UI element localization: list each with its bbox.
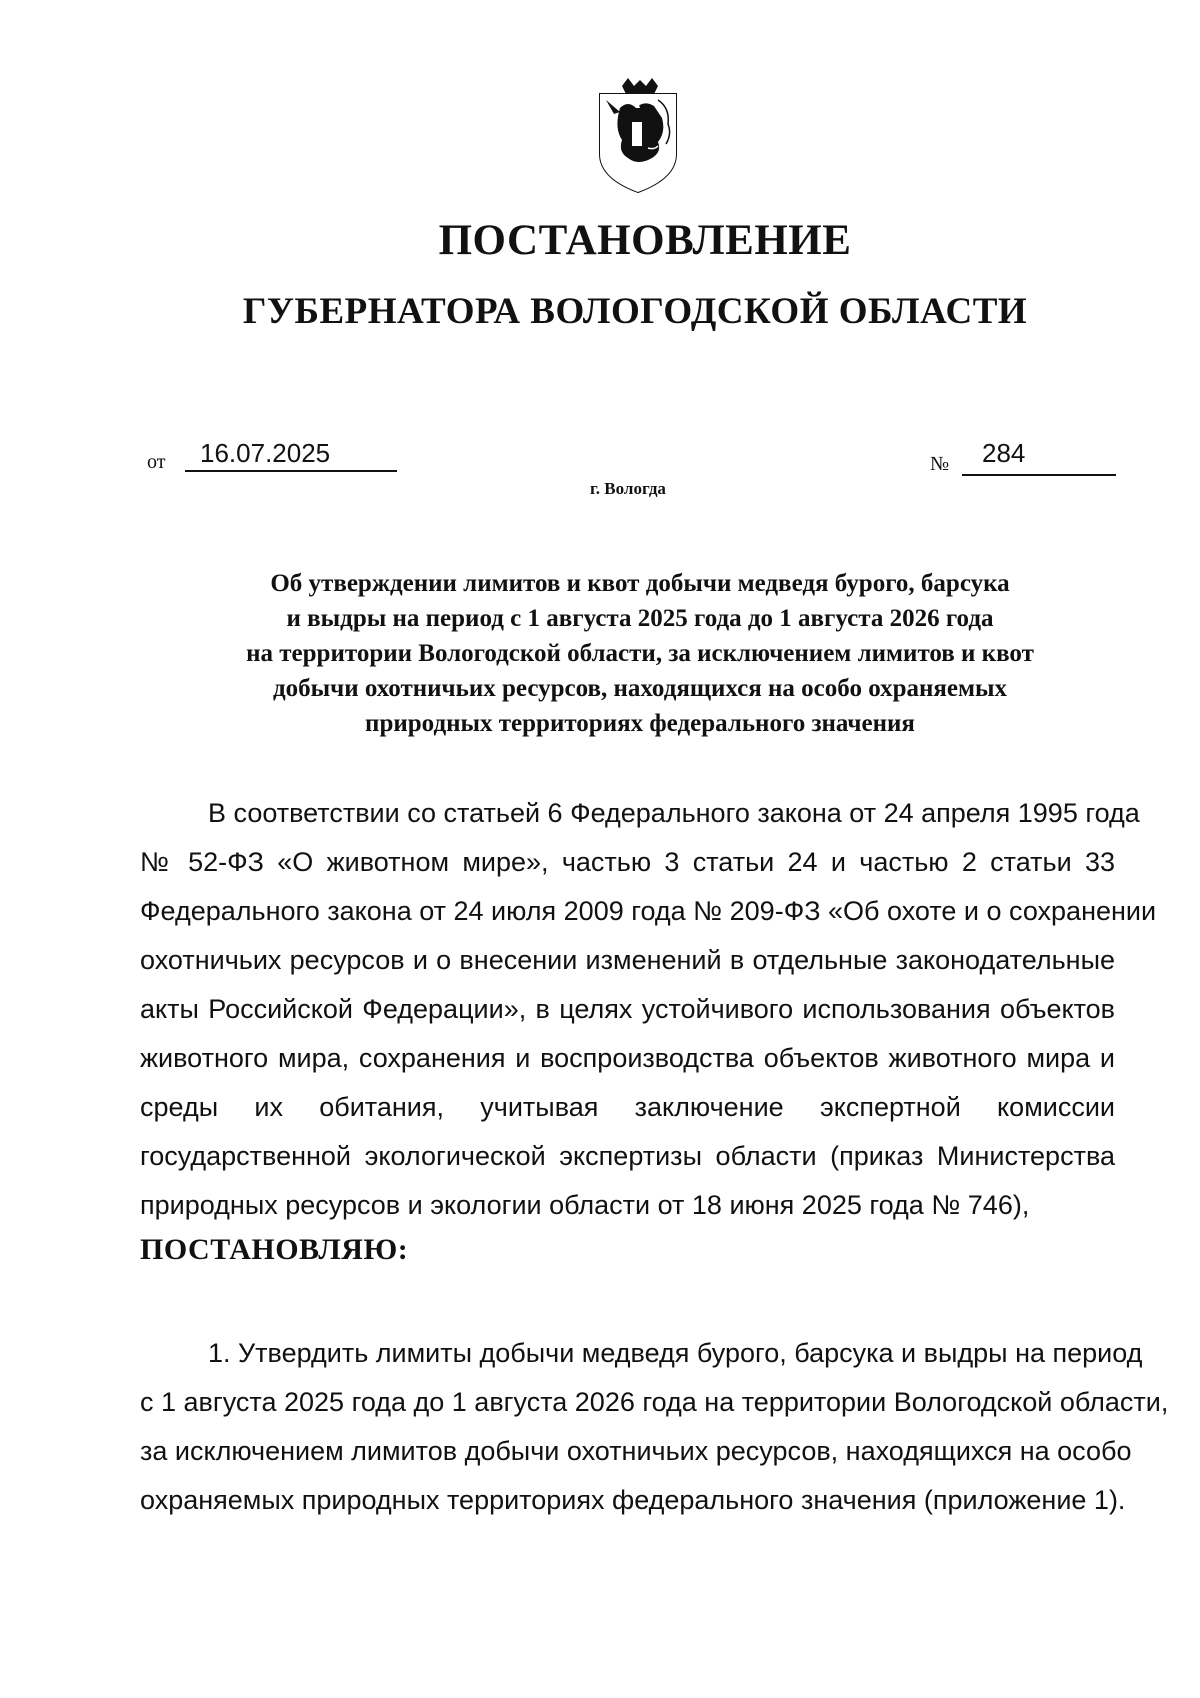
preamble-line: государственной экологической экспертизы области (приказ Министерства [140, 1141, 1115, 1171]
document-heading [100, 566, 1180, 741]
item-1-line: с 1 августа 2025 года до 1 августа 2026 года на территории Вологодской области, [140, 1387, 1169, 1417]
preamble-line: животного мира, сохранения и воспроизводства объектов животного мира и [140, 1043, 1115, 1073]
document-subtitle: ГУБЕРНАТОРА ВОЛОГОДСКОЙ ОБЛАСТИ [242, 291, 1028, 332]
heading-line: Об утверждении лимитов и квот добычи медведя бурого, барсука [270, 570, 1010, 597]
number-label: № [930, 453, 950, 475]
item-1-line: охраняемых природных территориях федерального значения (приложение 1). [140, 1485, 1126, 1515]
item-1-paragraph [140, 1329, 1169, 1525]
item-1-line: за исключением лимитов добычи охотничьих ресурсов, находящихся на особо [140, 1436, 1132, 1466]
document-number: 284 [982, 438, 1026, 468]
preamble-line: охотничьих ресурсов и о внесении изменений в отдельные законодательные [140, 945, 1115, 975]
decree-word: ПОСТАНОВЛЯЮ: [140, 1233, 409, 1266]
heading-line: и выдры на период с 1 августа 2025 года до 1 августа 2026 года [286, 605, 994, 632]
date-underline [185, 470, 397, 472]
date-label: от [147, 451, 166, 473]
preamble-paragraph [140, 789, 1157, 1230]
item-1-line: 1. Утвердить лимиты добычи медведя бурого, барсука и выдры на период [208, 1338, 1143, 1368]
document-title: ПОСТАНОВЛЕНИЕ [438, 217, 852, 264]
heading-line: добычи охотничьих ресурсов, находящихся на особо охраняемых [272, 675, 1008, 702]
preamble-line: № 52-ФЗ «О животном мире», частью 3 статьи 24 и частью 2 статьи 33 [140, 847, 1115, 877]
city-name: г. Вологда [590, 479, 666, 498]
document-date: 16.07.2025 [200, 438, 331, 468]
number-underline [962, 474, 1116, 476]
preamble-line: природных ресурсов и экологии области от 18 июня 2025 года № 746), [140, 1190, 1030, 1220]
coat-of-arms-emblem [592, 78, 684, 194]
heading-line: на территории Вологодской области, за исключением лимитов и квот [246, 640, 1034, 667]
preamble-line: акты Российской Федерации», в целях устойчивого использования объектов [140, 994, 1115, 1024]
heading-line: природных территориях федерального значения [365, 710, 915, 737]
preamble-line: В соответствии со статьей 6 Федерального закона от 24 апреля 1995 года [208, 798, 1140, 828]
preamble-line: Федерального закона от 24 июля 2009 года № 209-ФЗ «Об охоте и о сохранении [140, 896, 1157, 926]
preamble-line: среды их обитания, учитывая заключение экспертной комиссии [140, 1092, 1115, 1122]
